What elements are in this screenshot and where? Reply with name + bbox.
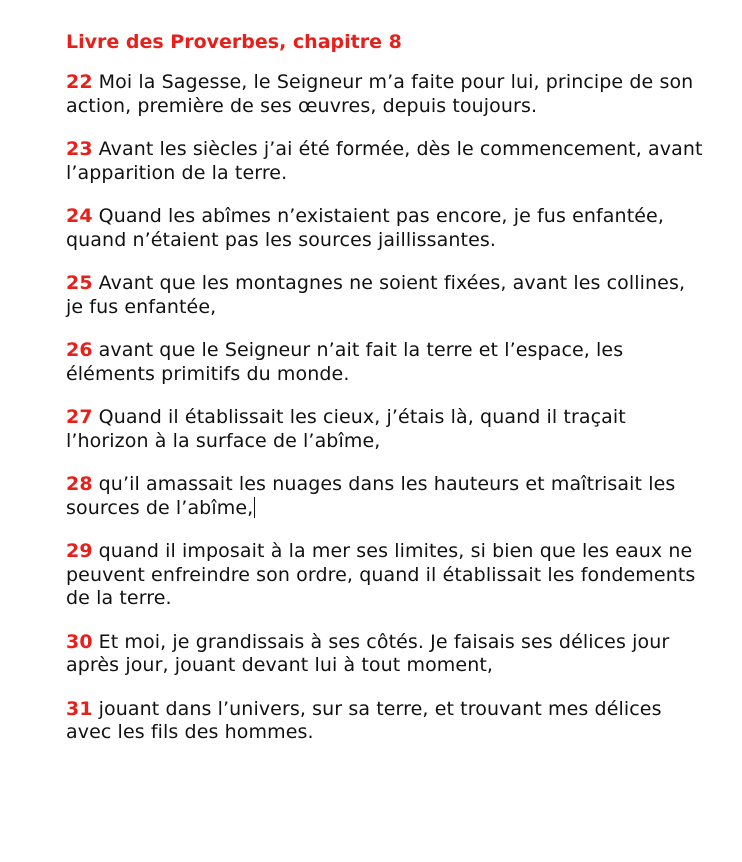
document <box>66 30 706 765</box>
verse-number: 28 <box>66 473 93 495</box>
verse-number: 31 <box>66 697 93 720</box>
verse-number: 26 <box>66 339 93 361</box>
verse-text: qu’il amassait les nuages dans les hauteurs et maîtrisait les sources de l’abîme, <box>66 473 676 519</box>
verse-26[interactable] <box>66 339 706 386</box>
verse-text: jouant dans l’univers, sur sa terre, et trouvant mes délices avec les fils des hommes. <box>66 697 662 743</box>
verse-number: 29 <box>66 540 93 562</box>
verse-number: 24 <box>66 205 93 227</box>
verse-text: avant que le Seigneur n’ait fait la terre et l’espace, les éléments primitifs du monde. <box>66 339 624 385</box>
verse-text: Avant les siècles j’ai été formée, dès le commencement, avant l’apparition de la terre. <box>66 138 703 184</box>
verse-text: quand il imposait à la mer ses limites, si bien que les eaux ne peuvent enfreindre son ordre, quand il établissait les fondements de la terre. <box>66 540 696 609</box>
verse-number: 30 <box>66 630 93 653</box>
verse-number: 25 <box>66 272 93 294</box>
verse-23[interactable] <box>66 138 706 185</box>
chapter-title: Livre des Proverbes, chapitre 8 <box>66 31 402 53</box>
verse-text: Moi la Sagesse, le Seigneur m’a faite pour lui, principe de son action, première de ses œuvres, depuis toujours. <box>66 71 694 117</box>
verse-24[interactable] <box>66 205 706 252</box>
verse-text: Et moi, je grandissais à ses côtés. Je faisais ses délices jour après jour, jouant devant lui à tout moment, <box>66 630 670 676</box>
verse-number: 22 <box>66 71 93 93</box>
verse-27[interactable] <box>66 406 706 453</box>
verse-text: Quand les abîmes n’existaient pas encore, je fus enfantée, quand n’étaient pas les sources jaillissantes. <box>66 205 664 251</box>
verse-31[interactable] <box>66 698 706 745</box>
verse-number: 23 <box>66 138 93 160</box>
verse-28[interactable] <box>66 473 706 520</box>
verse-25[interactable] <box>66 272 706 319</box>
verse-number: 27 <box>66 406 93 428</box>
verse-text: Avant que les montagnes ne soient fixées, avant les collines, je fus enfantée, <box>66 272 686 318</box>
verse-29[interactable] <box>66 540 706 611</box>
verse-22[interactable] <box>66 71 706 118</box>
verse-30[interactable] <box>66 631 706 678</box>
text-cursor <box>254 497 255 518</box>
verse-text: Quand il établissait les cieux, j’étais là, quand il traçait l’horizon à la surface de l’abîme, <box>66 406 626 452</box>
